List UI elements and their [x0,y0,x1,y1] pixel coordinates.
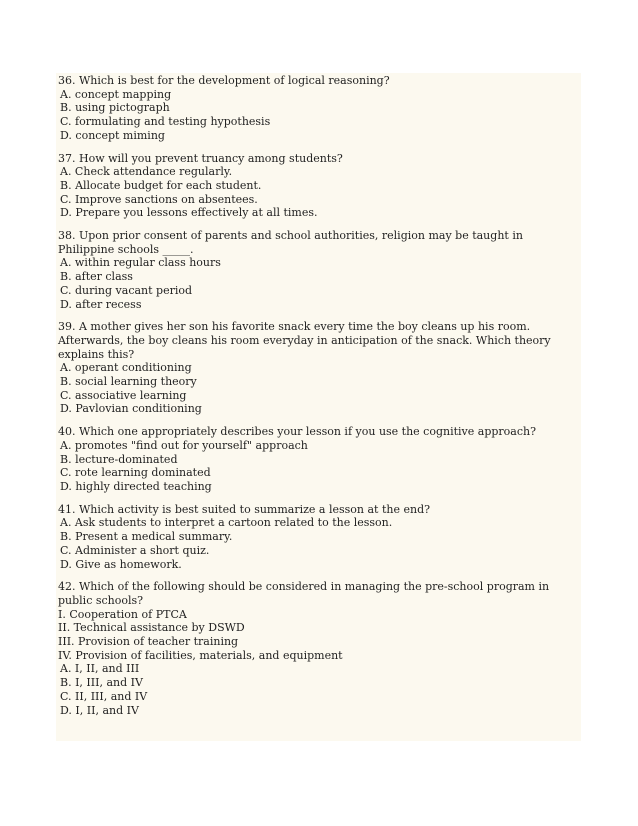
option-a: A. promotes "find out for yourself" approach [60,438,308,452]
option-c: C. Improve sanctions on absentees. [60,192,258,206]
criteria-item-3: III. Provision of teacher training [58,635,239,649]
option-b: B. after class [60,270,133,284]
option-c: C. II, III, and IV [60,689,148,703]
option-a: A. concept mapping [60,87,172,101]
option-d: D. Pavlovian conditioning [60,402,202,416]
criteria-item-1: I. Cooperation of PTCA [58,607,187,621]
question-40 [58,425,580,494]
option-b: B. lecture-dominated [60,452,178,466]
option-b: B. I, III, and IV [60,676,143,690]
question-42 [58,580,580,717]
question-36 [58,74,580,143]
option-b: B. Allocate budget for each student. [60,178,262,192]
question-stem: 39. A mother gives her son his favorite snack every time the boy cleans up his room. Afterwards, the boy cleans his room everyday in anticipation of the snack. Which theory explains this? [58,320,551,361]
criteria-item-4: IV. Provision of facilities, materials, and equipment [58,648,343,662]
option-a: A. I, II, and III [60,662,140,676]
option-c: C. associative learning [60,388,187,402]
question-stem: 37. How will you prevent truancy among students? [58,151,343,165]
option-b: B. using pictograph [60,101,170,115]
question-39 [58,320,580,416]
criteria-item-2: II. Technical assistance by DSWD [58,621,245,635]
option-a: A. within regular class hours [60,256,221,270]
question-37 [58,152,580,221]
option-c: C. formulating and testing hypothesis [60,115,271,129]
option-b: B. Present a medical summary. [60,530,233,544]
option-a: A. operant conditioning [60,361,192,375]
option-d: D. Give as homework. [60,557,182,571]
option-d: D. after recess [60,297,142,311]
question-stem: 42. Which of the following should be considered in managing the pre-school program in public schools? [58,580,550,607]
question-stem: 38. Upon prior consent of parents and school authorities, religion may be taught in Philippine schools _____. [58,229,523,256]
option-c: C. rote learning dominated [60,466,211,480]
option-a: A. Check attendance regularly. [60,165,233,179]
option-a: A. Ask students to interpret a cartoon related to the lesson. [60,516,393,530]
option-c: C. Administer a short quiz. [60,543,210,557]
question-38 [58,229,580,311]
question-stem: 36. Which is best for the development of logical reasoning? [58,74,390,87]
option-d: D. Prepare you lessons effectively at all times. [60,206,318,220]
option-c: C. during vacant period [60,283,193,297]
option-b: B. social learning theory [60,375,197,389]
option-d: D. concept miming [60,128,165,142]
option-d: D. I, II, and IV [60,703,139,717]
question-panel [56,73,581,741]
question-stem: 40. Which one appropriately describes your lesson if you use the cognitive approach? [58,425,536,439]
option-d: D. highly directed teaching [60,479,212,493]
question-41 [58,503,580,572]
question-stem: 41. Which activity is best suited to summarize a lesson at the end? [58,502,431,516]
